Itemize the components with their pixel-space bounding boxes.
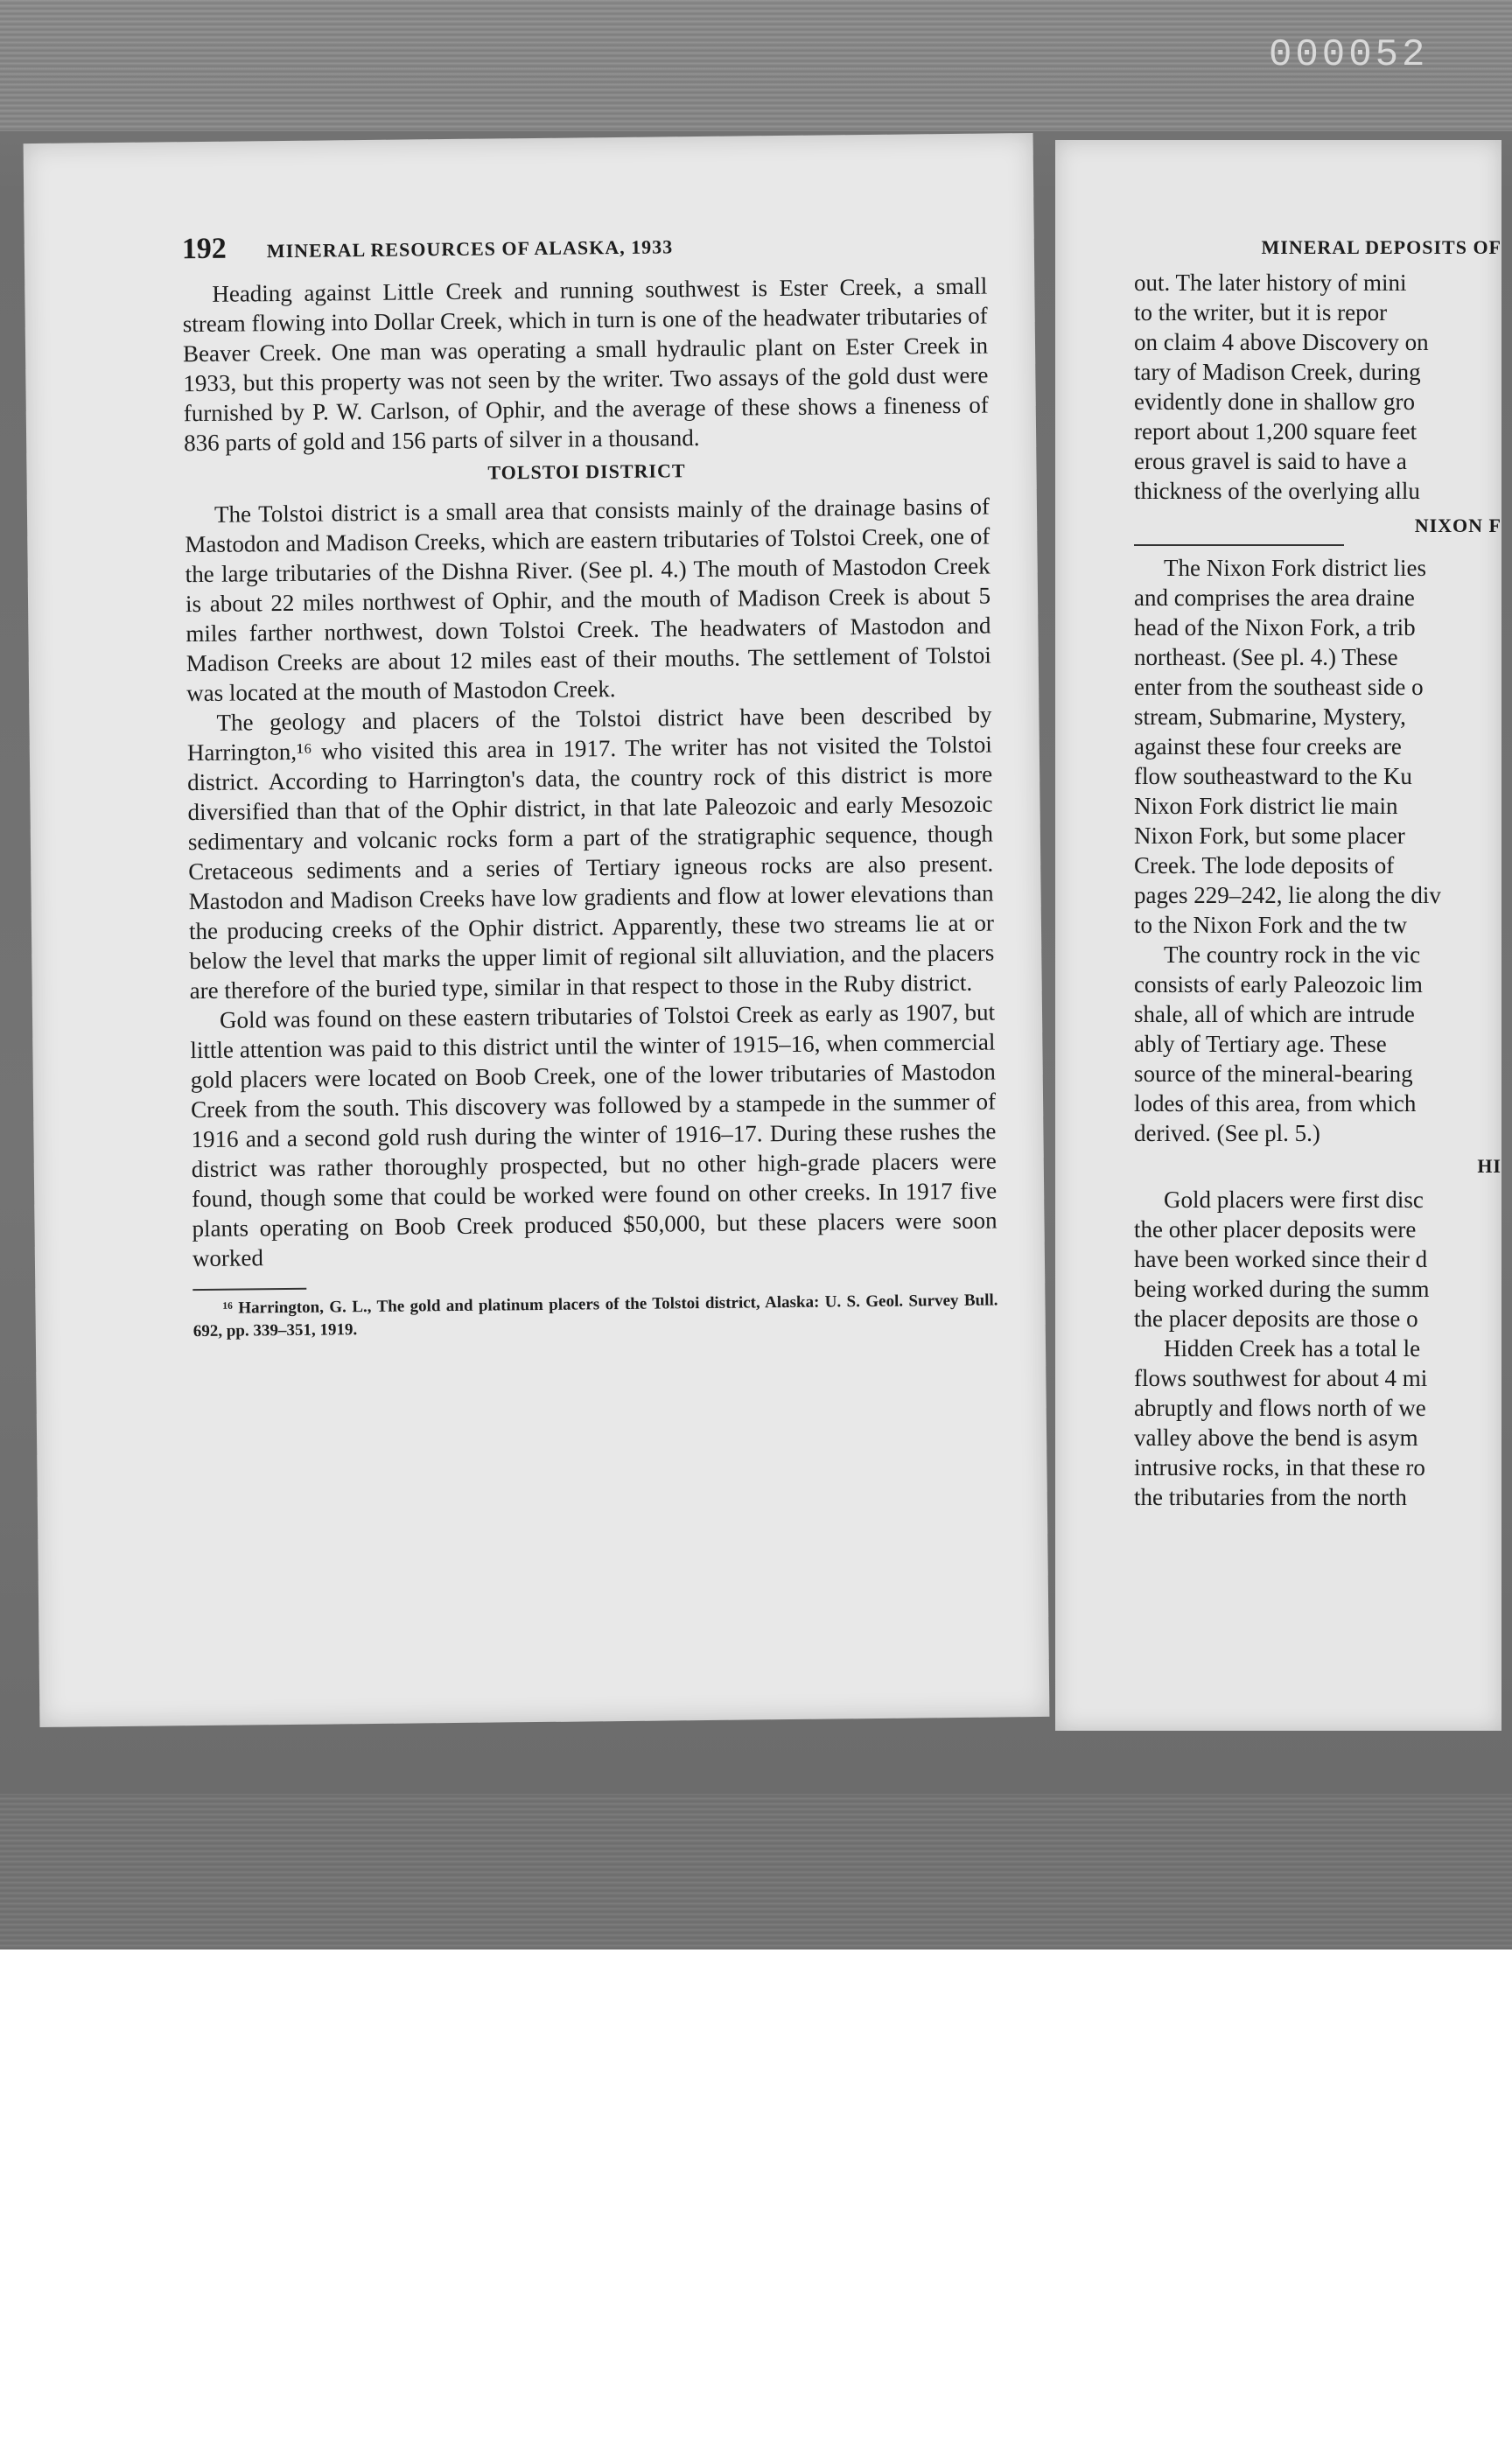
text-line: consists of early Paleozoic lim xyxy=(1134,971,1423,998)
text-line: Hidden Creek has a total le xyxy=(1164,1335,1421,1362)
text-line: valley above the bend is asym xyxy=(1134,1424,1418,1451)
scan-bottom-band xyxy=(0,1794,1512,1950)
text-line: Creek. The lode deposits of xyxy=(1134,852,1395,878)
footnote-rule xyxy=(192,1288,306,1291)
text-line: and comprises the area draine xyxy=(1134,584,1415,611)
text-line: out. The later history of mini xyxy=(1134,270,1407,296)
text-line: stream, Submarine, Mystery, xyxy=(1134,704,1406,730)
text-line: on claim 4 above Discovery on xyxy=(1134,329,1429,355)
text-line: enter from the southeast side o xyxy=(1134,674,1424,700)
text-line: derived. (See pl. 5.) xyxy=(1134,1120,1320,1146)
text-line: Nixon Fork, but some placer xyxy=(1134,822,1405,849)
text-line: erous gravel is said to have a xyxy=(1134,448,1407,474)
text-line: to the writer, but it is repor xyxy=(1134,299,1388,326)
text-line: being worked during the summ xyxy=(1134,1276,1430,1302)
text-line: The Nixon Fork district lies xyxy=(1164,555,1426,581)
text-line: the placer deposits are those o xyxy=(1134,1306,1418,1332)
text-line: have been worked since their d xyxy=(1134,1246,1428,1272)
paragraph-tolstoi-geology: The geology and placers of the Tolstoi district have been described by Harrington,¹⁶ who visited this area in 1917. The writer has not visited the Tolstoi district. According to Harrington's data, the country rock of this district is more diversified than that of the Ophir district, in that late Paleozoic and early Mesozoic sedimentary and volcanic rocks form a part of the stratigraphic sequence, though Cretaceous sediments and a series of Tertiary igneous rocks are also present. Mastodon and Madison Creeks have low gradients and flow at lower elevations than the producing creeks of the Ophir district. Apparently, these two streams lie at or below the level that marks the upper limit of regional silt alluviation, and the placers are therefore of the buried type, similar in that respect to those in the Ruby district. xyxy=(186,701,995,1004)
text-line: Nixon Fork district lie main xyxy=(1134,793,1398,819)
footnote: ¹⁶ Harrington, G. L., The gold and platinum placers of the Tolstoi district, Alaska: U. S. Geol. Survey Bull. 692, pp. 339–351, 1919. xyxy=(192,1291,998,1341)
left-page-text xyxy=(182,227,998,1344)
paragraph-tolstoi-history: Gold was found on these eastern tributaries of Tolstoi Creek as early as 1907, but little attention was paid to this district until the winter of 1915–16, when commercial gold placers were located on Boob Creek, one of the lower tributaries of Mastodon Creek from the south. This discovery was followed by a stampede in the summer of 1916 and a second gold rush during the winter of 1916–17. During these rushes the district was rather thoroughly prospected, but no other high-grade placers were found, though some that could be worked were found on other creeks. In 1917 five plants operating on Boob Creek produced $50,000, but these placers were soon worked xyxy=(190,998,998,1272)
document-stamp-number: 000052 xyxy=(1269,33,1429,77)
text-line: northeast. (See pl. 4.) These xyxy=(1134,644,1398,670)
text-line: pages 229–242, lie along the div xyxy=(1134,882,1441,908)
text-line: intrusive rocks, in that these ro xyxy=(1134,1454,1425,1480)
running-head: MINERAL RESOURCES OF ALASKA, 1933 xyxy=(266,235,674,262)
text-line: tary of Madison Creek, during xyxy=(1134,359,1421,385)
left-page xyxy=(24,133,1050,1727)
section-rule xyxy=(1134,544,1344,546)
left-page-header xyxy=(182,227,987,268)
section-title-tolstoi: TOLSTOI DISTRICT xyxy=(487,459,686,484)
paragraph-tolstoi-intro: The Tolstoi district is a small area that consists mainly of the drainage basins of Mastodon and Madison Creeks, which are eastern tributaries of Tolstoi Creek, one of the large tributaries of the Dishna River. (See pl. 4.) The mouth of Mastodon Creek is about 22 miles northwest of Ophir, and the mouth of Madison Creek is about 5 miles farther northwest, down Tolstoi Creek. The headwaters of Mastodon and Madison Creeks are about 12 miles east of their mouths. The settlement of Tolstoi was located at the mouth of Mastodon Creek. xyxy=(185,493,991,707)
page-number: 192 xyxy=(181,232,228,266)
text-line: to the Nixon Fork and the tw xyxy=(1134,912,1407,938)
text-line: shale, all of which are intrude xyxy=(1134,1001,1415,1027)
text-line: Gold placers were first disc xyxy=(1164,1186,1424,1213)
text-line: report about 1,200 square feet xyxy=(1134,418,1418,444)
text-line: the tributaries from the north xyxy=(1134,1484,1407,1510)
text-line: lodes of this area, from which xyxy=(1134,1090,1417,1116)
text-line: ably of Tertiary age. These xyxy=(1134,1031,1387,1057)
text-line: against these four creeks are xyxy=(1134,733,1402,760)
paragraph-ester-creek: Heading against Little Creek and running southwest is Ester Creek, a small stream flowing into Dollar Creek, which in turn is one of the headwater tributaries of Beaver Creek. One man was operating a small hydraulic plant on Ester Creek in 1933, but this property was not seen by the writer. Two assays of the gold dust were furnished by P. W. Carlson, of Ophir, and the average of these shows a fineness of 836 parts of gold and 156 parts of silver in a thousand. xyxy=(182,272,989,457)
right-page xyxy=(1055,140,1502,1731)
text-line: head of the Nixon Fork, a trib xyxy=(1134,614,1416,640)
text-line: The country rock in the vic xyxy=(1164,942,1421,968)
text-line: thickness of the overlying allu xyxy=(1134,478,1420,504)
section-title-hidden: HI xyxy=(1477,1155,1502,1177)
right-running-head: MINERAL DEPOSITS OF xyxy=(1261,236,1502,258)
right-page-text xyxy=(1134,233,1502,1512)
text-line: the other placer deposits were xyxy=(1134,1216,1417,1242)
section-title-nixon: NIXON F xyxy=(1414,514,1502,536)
text-line: abruptly and flows north of we xyxy=(1134,1395,1426,1421)
text-line: evidently done in shallow gro xyxy=(1134,388,1415,415)
text-line: source of the mineral-bearing xyxy=(1134,1060,1413,1087)
text-line: flow southeastward to the Ku xyxy=(1134,763,1412,789)
text-line: flows southwest for about 4 mi xyxy=(1134,1365,1428,1391)
